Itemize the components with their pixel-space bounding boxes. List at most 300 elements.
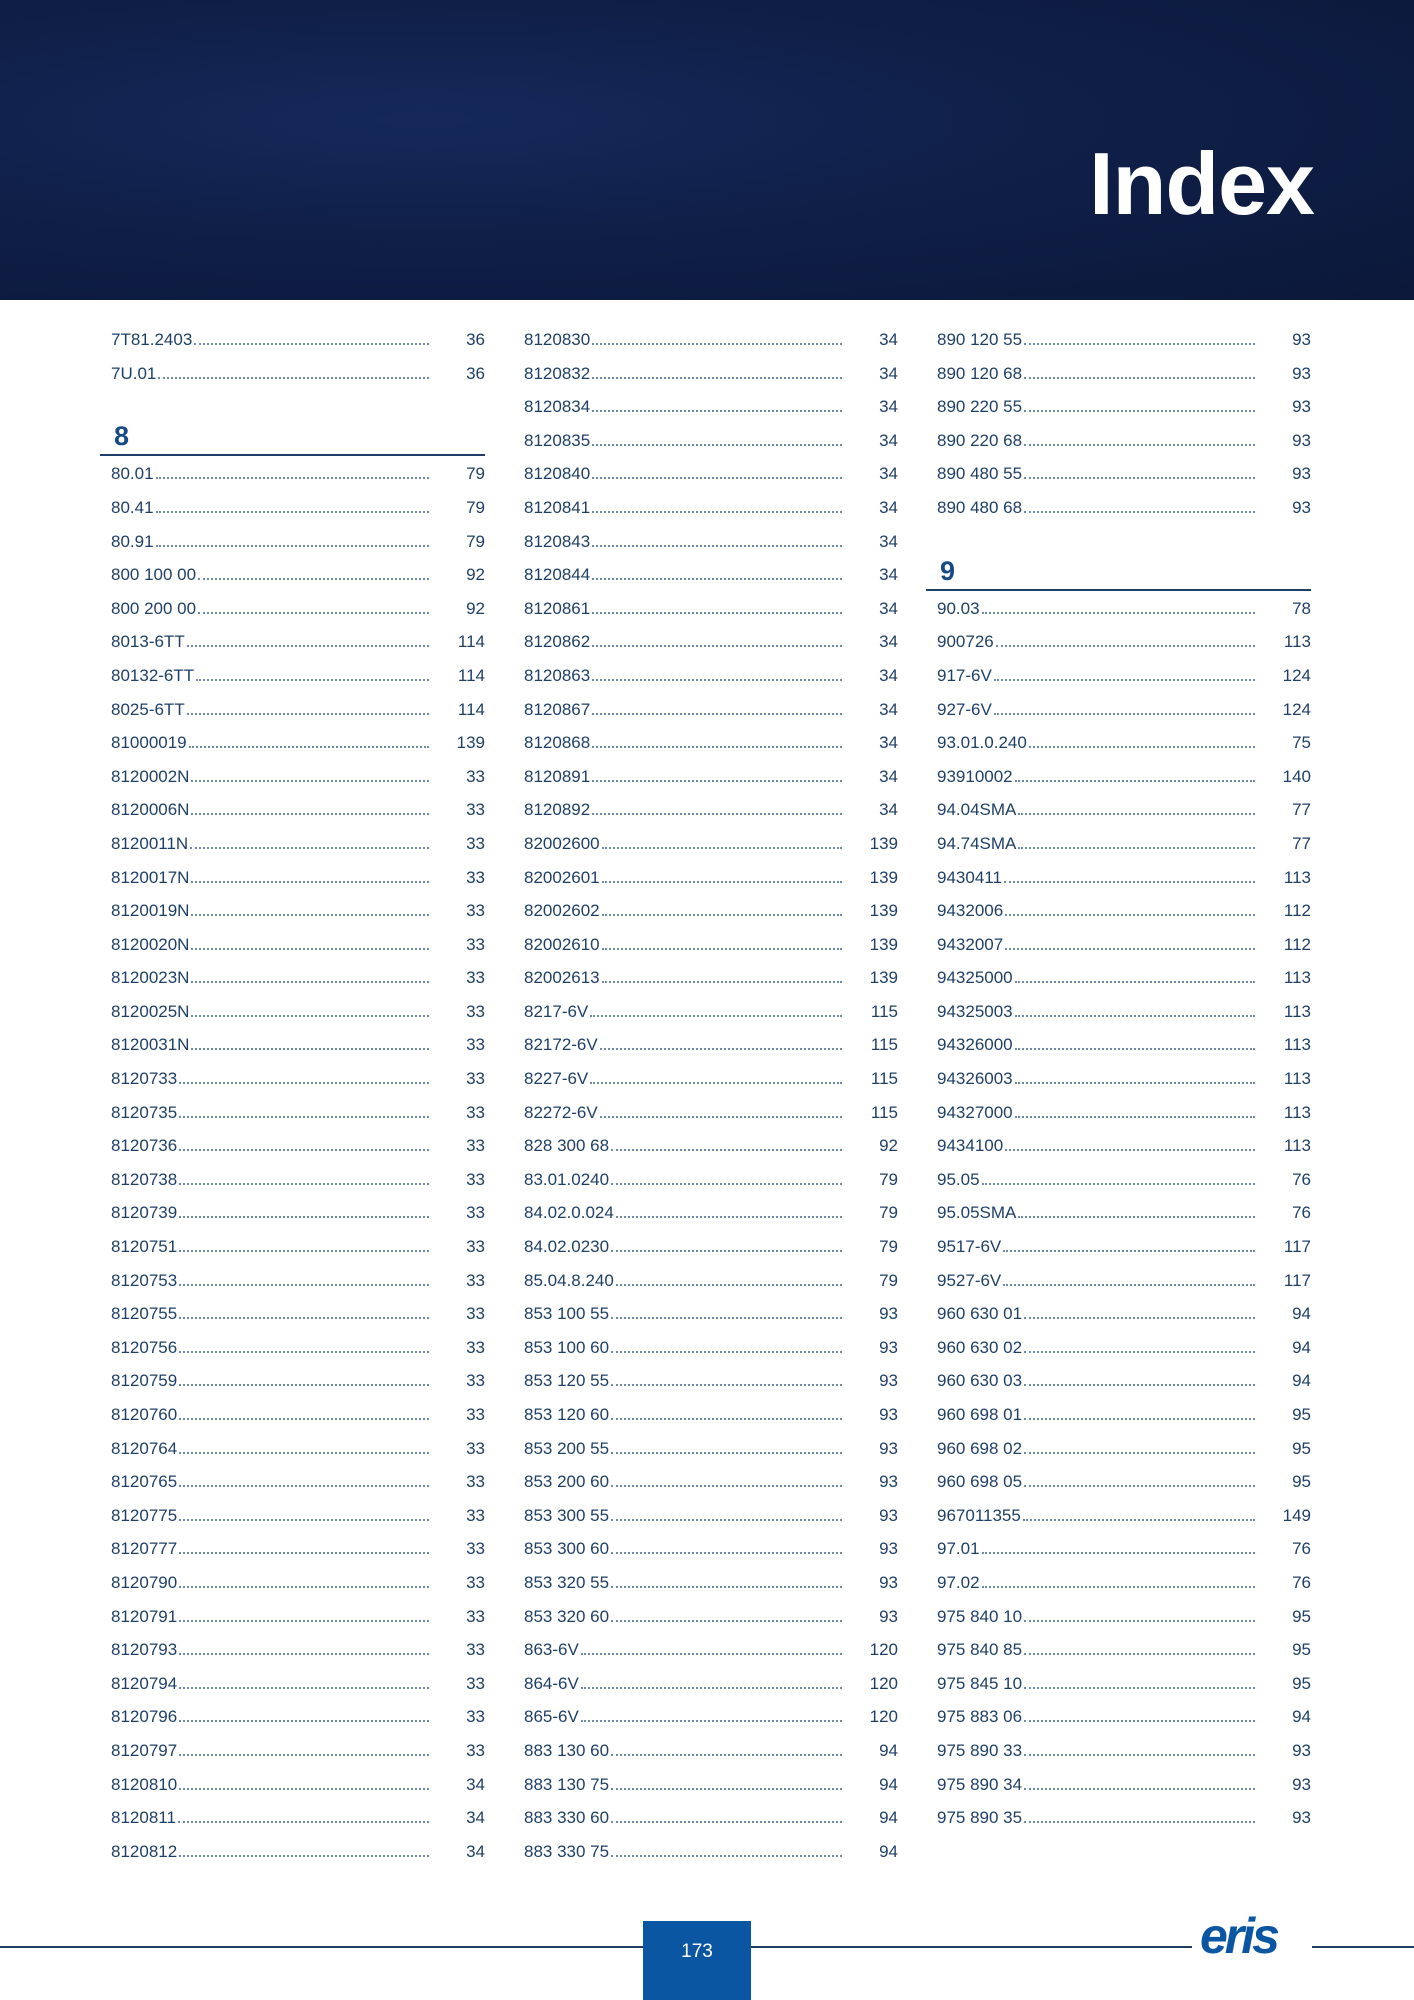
dot-leader bbox=[592, 545, 842, 547]
entry-page: 139 bbox=[869, 867, 898, 887]
entry-code: 80.91 bbox=[111, 531, 154, 551]
eris-logo bbox=[1192, 1906, 1312, 1966]
index-entry bbox=[100, 1808, 485, 1842]
entry-page: 93 bbox=[1292, 430, 1311, 450]
dot-leader bbox=[1024, 1485, 1255, 1487]
index-entry bbox=[513, 968, 898, 1002]
index-entry bbox=[926, 1775, 1311, 1809]
entry-page: 113 bbox=[1283, 1035, 1311, 1055]
dot-leader bbox=[1015, 1082, 1255, 1084]
index-entry bbox=[513, 565, 898, 599]
section-rule bbox=[100, 454, 485, 456]
index-entry bbox=[926, 666, 1311, 700]
dot-leader bbox=[191, 1015, 429, 1017]
index-entry bbox=[100, 1607, 485, 1641]
entry-page: 95 bbox=[1292, 1438, 1311, 1458]
entry-page: 115 bbox=[870, 1035, 898, 1055]
dot-leader bbox=[611, 1552, 842, 1554]
entry-code: 8120775 bbox=[111, 1505, 178, 1525]
entry-code: 853 200 55 bbox=[524, 1438, 610, 1458]
dot-leader bbox=[1024, 1384, 1255, 1386]
page-number-box bbox=[643, 1921, 751, 2000]
dot-leader bbox=[1029, 746, 1255, 748]
index-entry bbox=[100, 1707, 485, 1741]
entry-page: 140 bbox=[1282, 766, 1311, 786]
entry-page: 33 bbox=[466, 1001, 485, 1021]
index-entry bbox=[926, 968, 1311, 1002]
dot-leader bbox=[602, 914, 842, 916]
entry-page: 93 bbox=[879, 1472, 898, 1492]
entry-code: 8217-6V bbox=[524, 1001, 589, 1021]
dot-leader bbox=[191, 1048, 429, 1050]
entry-code: 97.02 bbox=[937, 1572, 980, 1592]
entry-page: 76 bbox=[1292, 1203, 1311, 1223]
entry-page: 93 bbox=[879, 1539, 898, 1559]
index-entry bbox=[100, 1640, 485, 1674]
section-letter: 8 bbox=[114, 421, 130, 452]
entry-code: 960 630 01 bbox=[937, 1304, 1023, 1324]
index-entry bbox=[100, 1237, 485, 1271]
dot-leader bbox=[156, 545, 429, 547]
entry-page: 34 bbox=[466, 1774, 485, 1794]
dot-leader bbox=[179, 1788, 429, 1790]
entry-code: 800 100 00 bbox=[111, 565, 197, 585]
entry-page: 33 bbox=[466, 1371, 485, 1391]
entry-code: 8120892 bbox=[524, 800, 591, 820]
dot-leader bbox=[581, 1687, 842, 1689]
dot-leader bbox=[1004, 881, 1255, 883]
dot-leader bbox=[178, 1821, 429, 1823]
entry-code: 853 100 55 bbox=[524, 1304, 610, 1324]
entry-page: 33 bbox=[466, 1169, 485, 1189]
entry-code: 9517-6V bbox=[937, 1237, 1002, 1257]
index-entry bbox=[513, 1607, 898, 1641]
entry-page: 149 bbox=[1282, 1505, 1311, 1525]
entry-code: 828 300 68 bbox=[524, 1136, 610, 1156]
index-entry bbox=[513, 1203, 898, 1237]
dot-leader bbox=[1024, 410, 1255, 412]
index-entry bbox=[513, 1371, 898, 1405]
entry-code: 8120797 bbox=[111, 1740, 178, 1760]
dot-leader bbox=[1015, 1116, 1255, 1118]
entry-page: 33 bbox=[466, 800, 485, 820]
index-entry bbox=[100, 1775, 485, 1809]
entry-page: 33 bbox=[466, 1572, 485, 1592]
entry-page: 33 bbox=[466, 1304, 485, 1324]
index-entry bbox=[926, 1439, 1311, 1473]
dot-leader bbox=[196, 679, 429, 681]
index-entry bbox=[513, 1506, 898, 1540]
entry-code: 960 698 02 bbox=[937, 1438, 1023, 1458]
entry-page: 33 bbox=[466, 1102, 485, 1122]
entry-code: 900726 bbox=[937, 632, 994, 652]
entry-code: 97.01 bbox=[937, 1539, 980, 1559]
dot-leader bbox=[1024, 1720, 1255, 1722]
entry-page: 33 bbox=[466, 1237, 485, 1257]
dot-leader bbox=[592, 410, 842, 412]
entry-page: 92 bbox=[879, 1136, 898, 1156]
entry-page: 114 bbox=[457, 699, 485, 719]
dot-leader bbox=[590, 1015, 842, 1017]
entry-page: 93 bbox=[1292, 464, 1311, 484]
dot-leader bbox=[616, 1216, 842, 1218]
index-entry bbox=[513, 935, 898, 969]
index-entry bbox=[926, 1002, 1311, 1036]
entry-code: 8120751 bbox=[111, 1237, 178, 1257]
index-column-3 bbox=[926, 330, 1311, 1842]
entry-page: 93 bbox=[1292, 330, 1311, 349]
entry-code: 84.02.0.024 bbox=[524, 1203, 614, 1223]
index-entry bbox=[100, 599, 485, 633]
entry-code: 967011355 bbox=[937, 1505, 1021, 1525]
dot-leader bbox=[602, 981, 842, 983]
dot-leader bbox=[592, 679, 842, 681]
entry-page: 33 bbox=[466, 833, 485, 853]
index-entry bbox=[100, 800, 485, 834]
index-entry bbox=[513, 767, 898, 801]
entry-page: 77 bbox=[1292, 833, 1311, 853]
dot-leader bbox=[592, 780, 842, 782]
entry-page: 34 bbox=[879, 800, 898, 820]
entry-page: 34 bbox=[466, 1808, 485, 1828]
dot-leader bbox=[179, 1351, 429, 1353]
dot-leader bbox=[592, 511, 842, 513]
entry-code: 853 300 55 bbox=[524, 1505, 610, 1525]
entry-code: 8120764 bbox=[111, 1438, 178, 1458]
dot-leader bbox=[982, 1183, 1255, 1185]
dot-leader bbox=[611, 1788, 842, 1790]
entry-page: 113 bbox=[1283, 1136, 1311, 1156]
index-entry bbox=[926, 1506, 1311, 1540]
index-entry bbox=[513, 1103, 898, 1137]
dot-leader bbox=[611, 1384, 842, 1386]
index-entry bbox=[100, 498, 485, 532]
index-entry bbox=[100, 1136, 485, 1170]
dot-leader bbox=[1005, 948, 1255, 950]
entry-page: 34 bbox=[879, 598, 898, 618]
index-entry bbox=[513, 532, 898, 566]
entry-page: 94 bbox=[1292, 1337, 1311, 1357]
entry-code: 8120736 bbox=[111, 1136, 178, 1156]
entry-code: 8227-6V bbox=[524, 1069, 589, 1089]
dot-leader bbox=[179, 1452, 429, 1454]
entry-page: 34 bbox=[879, 699, 898, 719]
index-entry bbox=[926, 1808, 1311, 1842]
entry-code: 890 220 68 bbox=[937, 430, 1023, 450]
dot-leader bbox=[994, 713, 1255, 715]
entry-code: 8120011N bbox=[111, 833, 189, 853]
entry-page: 33 bbox=[466, 1069, 485, 1089]
entry-page: 33 bbox=[466, 1640, 485, 1660]
index-entry bbox=[100, 464, 485, 498]
index-entry bbox=[926, 1707, 1311, 1741]
index-entry bbox=[926, 1069, 1311, 1103]
entry-code: 960 698 05 bbox=[937, 1472, 1023, 1492]
dot-leader bbox=[179, 1384, 429, 1386]
entry-code: 8120834 bbox=[524, 397, 591, 417]
dot-leader bbox=[592, 645, 842, 647]
dot-leader bbox=[198, 578, 429, 580]
dot-leader bbox=[187, 713, 429, 715]
dot-leader bbox=[190, 847, 429, 849]
entry-code: 9432007 bbox=[937, 934, 1004, 954]
index-entry bbox=[513, 1338, 898, 1372]
entry-code: 9430411 bbox=[937, 867, 1002, 887]
index-entry bbox=[926, 397, 1311, 431]
dot-leader bbox=[179, 1082, 429, 1084]
entry-code: 94.04SMA bbox=[937, 800, 1017, 820]
entry-page: 94 bbox=[879, 1774, 898, 1794]
entry-page: 34 bbox=[879, 464, 898, 484]
page-number: 173 bbox=[681, 1941, 713, 1962]
entry-page: 94 bbox=[879, 1841, 898, 1861]
entry-code: 8120891 bbox=[524, 766, 591, 786]
entry-page: 139 bbox=[869, 968, 898, 988]
entry-code: 8120793 bbox=[111, 1640, 178, 1660]
entry-code: 917-6V bbox=[937, 665, 992, 685]
dot-leader bbox=[191, 813, 429, 815]
entry-page: 79 bbox=[879, 1270, 898, 1290]
index-entry bbox=[926, 1136, 1311, 1170]
entry-code: 853 320 55 bbox=[524, 1572, 610, 1592]
dot-leader bbox=[1024, 377, 1255, 379]
index-entry bbox=[926, 1304, 1311, 1338]
entry-page: 124 bbox=[1282, 665, 1311, 685]
entry-page: 33 bbox=[466, 1740, 485, 1760]
dot-leader bbox=[602, 847, 842, 849]
index-entry bbox=[926, 700, 1311, 734]
entry-page: 33 bbox=[466, 1337, 485, 1357]
entry-code: 864-6V bbox=[524, 1673, 579, 1693]
entry-code: 8120777 bbox=[111, 1539, 178, 1559]
dot-leader bbox=[994, 679, 1255, 681]
dot-leader bbox=[1015, 981, 1255, 983]
index-entry bbox=[926, 868, 1311, 902]
entry-code: 890 220 55 bbox=[937, 397, 1023, 417]
entry-page: 93 bbox=[1292, 1740, 1311, 1760]
index-entry bbox=[100, 1439, 485, 1473]
index-entry bbox=[100, 834, 485, 868]
dot-leader bbox=[592, 746, 842, 748]
header-banner bbox=[0, 0, 1414, 300]
entry-code: 8120735 bbox=[111, 1102, 178, 1122]
index-entry bbox=[926, 1271, 1311, 1305]
index-entry bbox=[100, 1035, 485, 1069]
entry-code: 883 130 75 bbox=[524, 1774, 610, 1794]
dot-leader bbox=[179, 1552, 429, 1554]
entry-code: 8120861 bbox=[524, 598, 591, 618]
entry-code: 8120868 bbox=[524, 733, 591, 753]
entry-code: 80132-6TT bbox=[111, 665, 195, 685]
dot-leader bbox=[592, 713, 842, 715]
entry-code: 80.01 bbox=[111, 464, 154, 484]
entry-page: 94 bbox=[879, 1808, 898, 1828]
entry-code: 883 130 60 bbox=[524, 1740, 610, 1760]
dot-leader bbox=[1024, 343, 1255, 345]
entry-code: 883 330 75 bbox=[524, 1841, 610, 1861]
index-entry bbox=[926, 733, 1311, 767]
entry-code: 8120019N bbox=[111, 901, 190, 921]
index-entry bbox=[100, 1103, 485, 1137]
entry-page: 33 bbox=[466, 1270, 485, 1290]
entry-page: 33 bbox=[466, 1405, 485, 1424]
index-entry bbox=[100, 1842, 485, 1876]
entry-code: 8120790 bbox=[111, 1572, 178, 1592]
entry-page: 139 bbox=[869, 833, 898, 853]
entry-page: 75 bbox=[1292, 733, 1311, 753]
entry-code: 94327000 bbox=[937, 1102, 1013, 1122]
entry-page: 33 bbox=[466, 1438, 485, 1458]
dot-leader bbox=[1023, 1519, 1255, 1521]
index-entry bbox=[926, 1338, 1311, 1372]
dot-leader bbox=[611, 1418, 842, 1420]
entry-code: 94325003 bbox=[937, 1001, 1013, 1021]
index-entry bbox=[926, 767, 1311, 801]
entry-code: 975 890 34 bbox=[937, 1774, 1023, 1794]
entry-code: 863-6V bbox=[524, 1640, 579, 1660]
entry-code: 975 890 35 bbox=[937, 1808, 1023, 1828]
index-entry bbox=[513, 1069, 898, 1103]
entry-code: 94326000 bbox=[937, 1035, 1013, 1055]
entry-code: 95.05SMA bbox=[937, 1203, 1017, 1223]
entry-page: 114 bbox=[457, 665, 485, 685]
entry-page: 76 bbox=[1292, 1539, 1311, 1559]
dot-leader bbox=[187, 645, 429, 647]
entry-page: 120 bbox=[869, 1707, 898, 1727]
entry-page: 34 bbox=[879, 766, 898, 786]
entry-page: 113 bbox=[1283, 968, 1311, 988]
index-entry bbox=[100, 1405, 485, 1439]
entry-code: 8120738 bbox=[111, 1169, 178, 1189]
dot-leader bbox=[156, 477, 429, 479]
entry-code: 8120867 bbox=[524, 699, 591, 719]
index-entry bbox=[100, 1170, 485, 1204]
entry-page: 120 bbox=[869, 1673, 898, 1693]
dot-leader bbox=[198, 612, 429, 614]
entry-page: 79 bbox=[466, 497, 485, 517]
index-entry bbox=[513, 1002, 898, 1036]
entry-code: 8120739 bbox=[111, 1203, 178, 1223]
index-entry bbox=[100, 700, 485, 734]
dot-leader bbox=[611, 1149, 842, 1151]
entry-page: 113 bbox=[1283, 867, 1311, 887]
entry-page: 33 bbox=[466, 1505, 485, 1525]
dot-leader bbox=[1018, 847, 1255, 849]
dot-leader bbox=[179, 1653, 429, 1655]
index-entry bbox=[926, 431, 1311, 465]
index-entry bbox=[100, 935, 485, 969]
index-column-1 bbox=[100, 330, 485, 1875]
index-entry bbox=[513, 1035, 898, 1069]
dot-leader bbox=[191, 981, 429, 983]
entry-page: 34 bbox=[879, 665, 898, 685]
index-entry bbox=[926, 1539, 1311, 1573]
index-entry bbox=[926, 834, 1311, 868]
dot-leader bbox=[179, 1586, 429, 1588]
entry-page: 79 bbox=[879, 1203, 898, 1223]
index-entry bbox=[100, 1338, 485, 1372]
entry-page: 34 bbox=[879, 733, 898, 753]
index-entry bbox=[100, 1573, 485, 1607]
section-rule bbox=[926, 589, 1311, 591]
index-entry bbox=[513, 1640, 898, 1674]
dot-leader bbox=[179, 1317, 429, 1319]
dot-leader bbox=[179, 1754, 429, 1756]
index-entry bbox=[100, 1506, 485, 1540]
index-entry bbox=[100, 868, 485, 902]
dot-leader bbox=[191, 948, 429, 950]
dot-leader bbox=[611, 1519, 842, 1521]
index-entry bbox=[513, 1472, 898, 1506]
entry-page: 93 bbox=[879, 1304, 898, 1324]
entry-page: 79 bbox=[466, 464, 485, 484]
entry-code: 8120812 bbox=[111, 1841, 178, 1861]
dot-leader bbox=[179, 1687, 429, 1689]
entry-page: 93 bbox=[879, 1337, 898, 1357]
logo-text: eris bbox=[1200, 1908, 1277, 1964]
entry-code: 8120006N bbox=[111, 800, 190, 820]
entry-code: 975 840 85 bbox=[937, 1640, 1023, 1660]
entry-code: 94326003 bbox=[937, 1069, 1013, 1089]
entry-page: 94 bbox=[1292, 1371, 1311, 1391]
entry-page: 92 bbox=[466, 598, 485, 618]
entry-code: 975 883 06 bbox=[937, 1707, 1023, 1727]
entry-code: 883 330 60 bbox=[524, 1808, 610, 1828]
index-entry bbox=[926, 1573, 1311, 1607]
dot-leader bbox=[611, 1620, 842, 1622]
entry-page: 33 bbox=[466, 1606, 485, 1626]
entry-page: 93 bbox=[879, 1606, 898, 1626]
footer-rule-left bbox=[0, 1946, 643, 1948]
dot-leader bbox=[611, 1754, 842, 1756]
index-entry bbox=[926, 1405, 1311, 1439]
dot-leader bbox=[581, 1653, 842, 1655]
dot-leader bbox=[179, 1855, 429, 1857]
entry-code: 7U.01 bbox=[111, 363, 157, 383]
entry-code: 890 120 68 bbox=[937, 363, 1023, 383]
entry-page: 114 bbox=[457, 632, 485, 652]
entry-page: 93 bbox=[879, 1438, 898, 1458]
index-entry bbox=[513, 1539, 898, 1573]
dot-leader bbox=[592, 377, 842, 379]
entry-code: 8120844 bbox=[524, 565, 591, 585]
entry-code: 853 320 60 bbox=[524, 1606, 610, 1626]
dot-leader bbox=[592, 578, 842, 580]
entry-page: 115 bbox=[870, 1102, 898, 1122]
index-entry bbox=[926, 464, 1311, 498]
entry-code: 960 630 03 bbox=[937, 1371, 1023, 1391]
entry-page: 124 bbox=[1282, 699, 1311, 719]
entry-code: 8120841 bbox=[524, 497, 591, 517]
entry-page: 115 bbox=[870, 1069, 898, 1089]
entry-code: 8120759 bbox=[111, 1371, 178, 1391]
dot-leader bbox=[1015, 1015, 1255, 1017]
dot-leader bbox=[191, 881, 429, 883]
entry-code: 8120832 bbox=[524, 363, 591, 383]
index-entry bbox=[513, 901, 898, 935]
dot-leader bbox=[1024, 1653, 1255, 1655]
dot-leader bbox=[1015, 1048, 1255, 1050]
entry-page: 93 bbox=[1292, 497, 1311, 517]
entry-code: 8120031N bbox=[111, 1035, 190, 1055]
dot-leader bbox=[191, 914, 429, 916]
entry-code: 93.01.0.240 bbox=[937, 733, 1027, 753]
index-entry bbox=[926, 330, 1311, 364]
entry-code: 82002601 bbox=[524, 867, 600, 887]
dot-leader bbox=[189, 746, 429, 748]
entry-code: 82002613 bbox=[524, 968, 600, 988]
index-entry bbox=[513, 1271, 898, 1305]
